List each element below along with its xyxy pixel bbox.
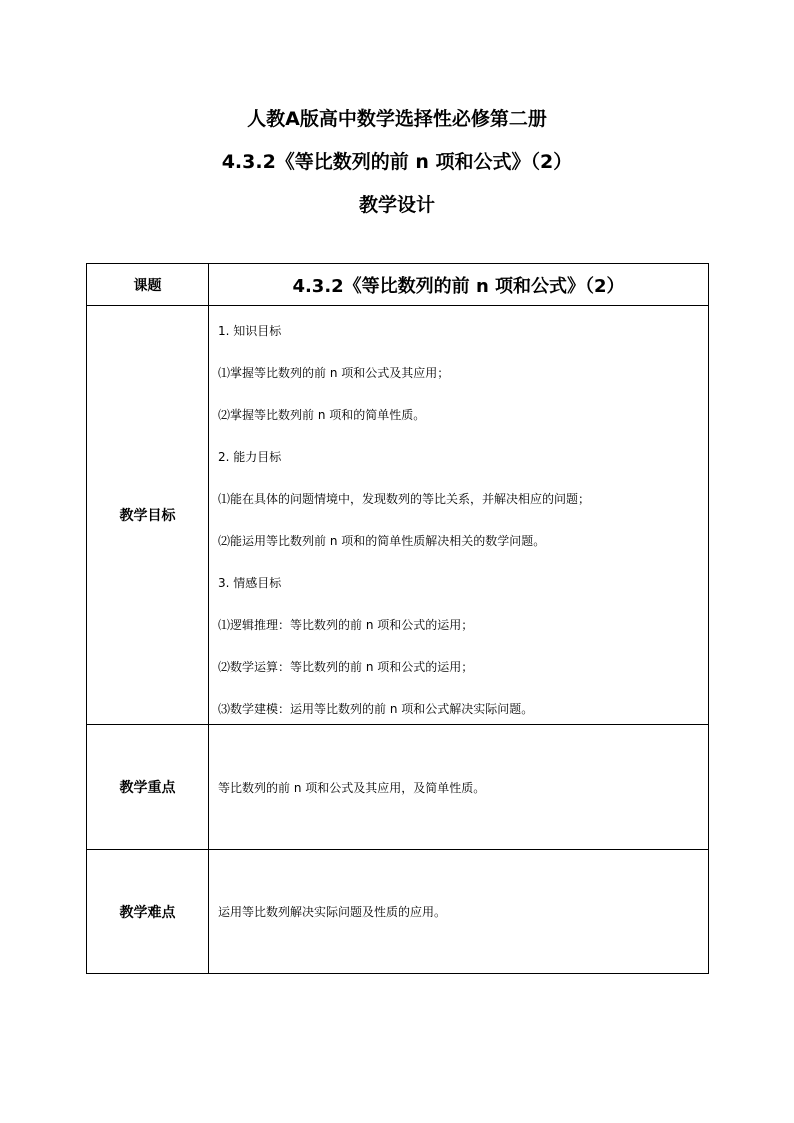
key-points-label: 教学重点	[87, 725, 209, 850]
goal-item: ⑵掌握等比数列前 n 项和的简单性质。	[218, 407, 426, 422]
goal-item: ⑴掌握等比数列的前 n 项和公式及其应用；	[218, 365, 450, 380]
key-points-cell	[209, 725, 709, 850]
goal-heading-ability: 2. 能力目标	[218, 449, 282, 464]
goals-row	[87, 306, 709, 725]
document-subtitle: 教学设计	[358, 194, 435, 216]
goals-list	[209, 312, 708, 719]
document-title: 人教A版高中数学选择性必修第二册	[247, 108, 547, 130]
goal-item: ⑵数学运算：等比数列的前 n 项和公式的运用；	[218, 659, 474, 674]
difficulties-label: 教学难点	[87, 850, 209, 974]
topic-label: 课题	[87, 264, 209, 306]
topic-row	[87, 264, 709, 306]
goal-heading-knowledge: 1. 知识目标	[218, 323, 282, 338]
difficulties-cell	[209, 850, 709, 974]
goal-item: ⑵能运用等比数列前 n 项和的简单性质解决相关的数学问题。	[218, 533, 546, 548]
lesson-title: 4.3.2《等比数列的前 n 项和公式》（2）	[221, 151, 573, 173]
key-points-value: 等比数列的前 n 项和公式及其应用，及简单性质。	[218, 780, 486, 795]
key-points-row	[87, 725, 709, 850]
goal-item: ⑶数学建模：运用等比数列的前 n 项和公式解决实际问题。	[218, 701, 534, 716]
goals-label: 教学目标	[87, 306, 209, 725]
goals-cell	[209, 306, 709, 725]
goal-heading-emotion: 3. 情感目标	[218, 575, 282, 590]
topic-value: 4.3.2《等比数列的前 n 项和公式》（2）	[209, 264, 709, 306]
goal-item: ⑴能在具体的问题情境中，发现数列的等比关系，并解决相应的问题；	[218, 491, 591, 506]
lesson-plan-table	[86, 263, 709, 974]
goal-item: ⑴逻辑推理：等比数列的前 n 项和公式的运用；	[218, 617, 474, 632]
difficulties-row	[87, 850, 709, 974]
difficulties-value: 运用等比数列解决实际问题及性质的应用。	[218, 905, 447, 919]
